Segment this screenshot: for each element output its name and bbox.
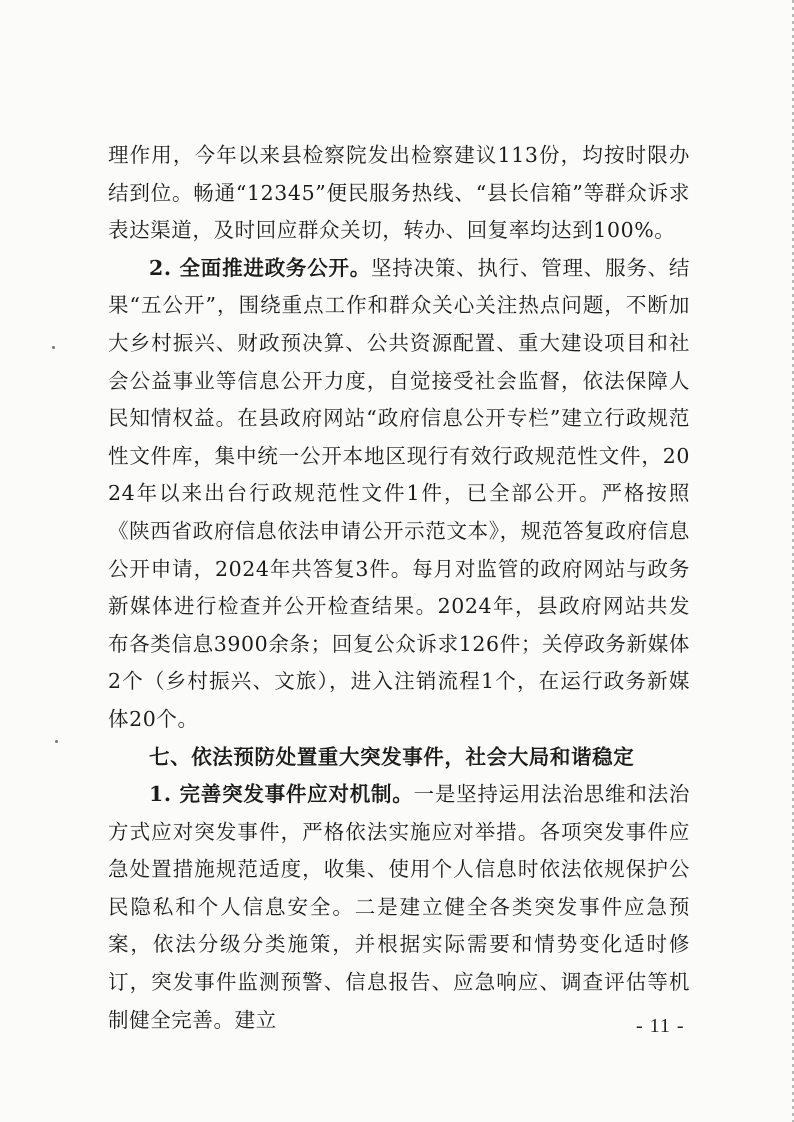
scan-speck bbox=[55, 740, 58, 743]
paragraph-text: 一是坚持运用法治思维和法治方式应对突发事件，严格依法实施应对举措。各项突发事件应急处置措施规范适度，收集、使用个人信息时依法依规保护公民隐私和个人信息安全。二是建立健全各类突发事件应急预案，依法分级分类施策，并根据实际需要和情势变化适时修订，突发事件监测预警、信息报告、应急响应、调查评估等机制健全完善。建立 bbox=[108, 782, 690, 1032]
paragraph-lead-title: 2. 全面推进政务公开。 bbox=[149, 255, 372, 280]
paragraph-text: 坚持决策、执行、管理、服务、结果“五公开”，围绕重点工作和群众关心关注热点问题，不断加大乡村振兴、财政预决算、公共资源配置、重大建设项目和社会公益事业等信息公开力度，自觉接受社会监督，依法保障人民知情权益。在县政府网站“政府信息公开专栏”建立行政规范性文件库，集中统一公开本地区现行有效行政规范性文件，2024年以来出台行政规范性文件1件，已全部公开。严格按照《陕西省政府信息依法申请公开示范文本》，规范答复政府信息公开申请，2024年共答复3件。每月对监管的政府网站与政务新媒体进行检查并公开检查结果。2024年，县政府网站共发布各类信息3900余条；回复公众诉求126件；关停政务新媒体2个（乡村振兴、文旅），进入注销流程1个，在运行政务新媒体20个。 bbox=[108, 255, 690, 731]
paragraph-emergency-mechanism bbox=[108, 776, 690, 1039]
scan-speck bbox=[52, 346, 55, 349]
paragraph-lead-title: 1. 完善突发事件应对机制。 bbox=[149, 782, 414, 807]
document-body bbox=[108, 137, 690, 1039]
paragraph-continuation: 理作用，今年以来县检察院发出检察建议113份，均按时限办结到位。畅通“12345”便民服务热线、“县长信箱”等群众诉求表达渠道，及时回应群众关切，转办、回复率均达到100%。 bbox=[108, 143, 690, 243]
paragraph-government-openness bbox=[108, 250, 690, 739]
page-number: - 11 - bbox=[636, 1015, 685, 1037]
section-heading: 七、依法预防处置重大突发事件，社会大局和谐稳定 bbox=[149, 744, 635, 769]
